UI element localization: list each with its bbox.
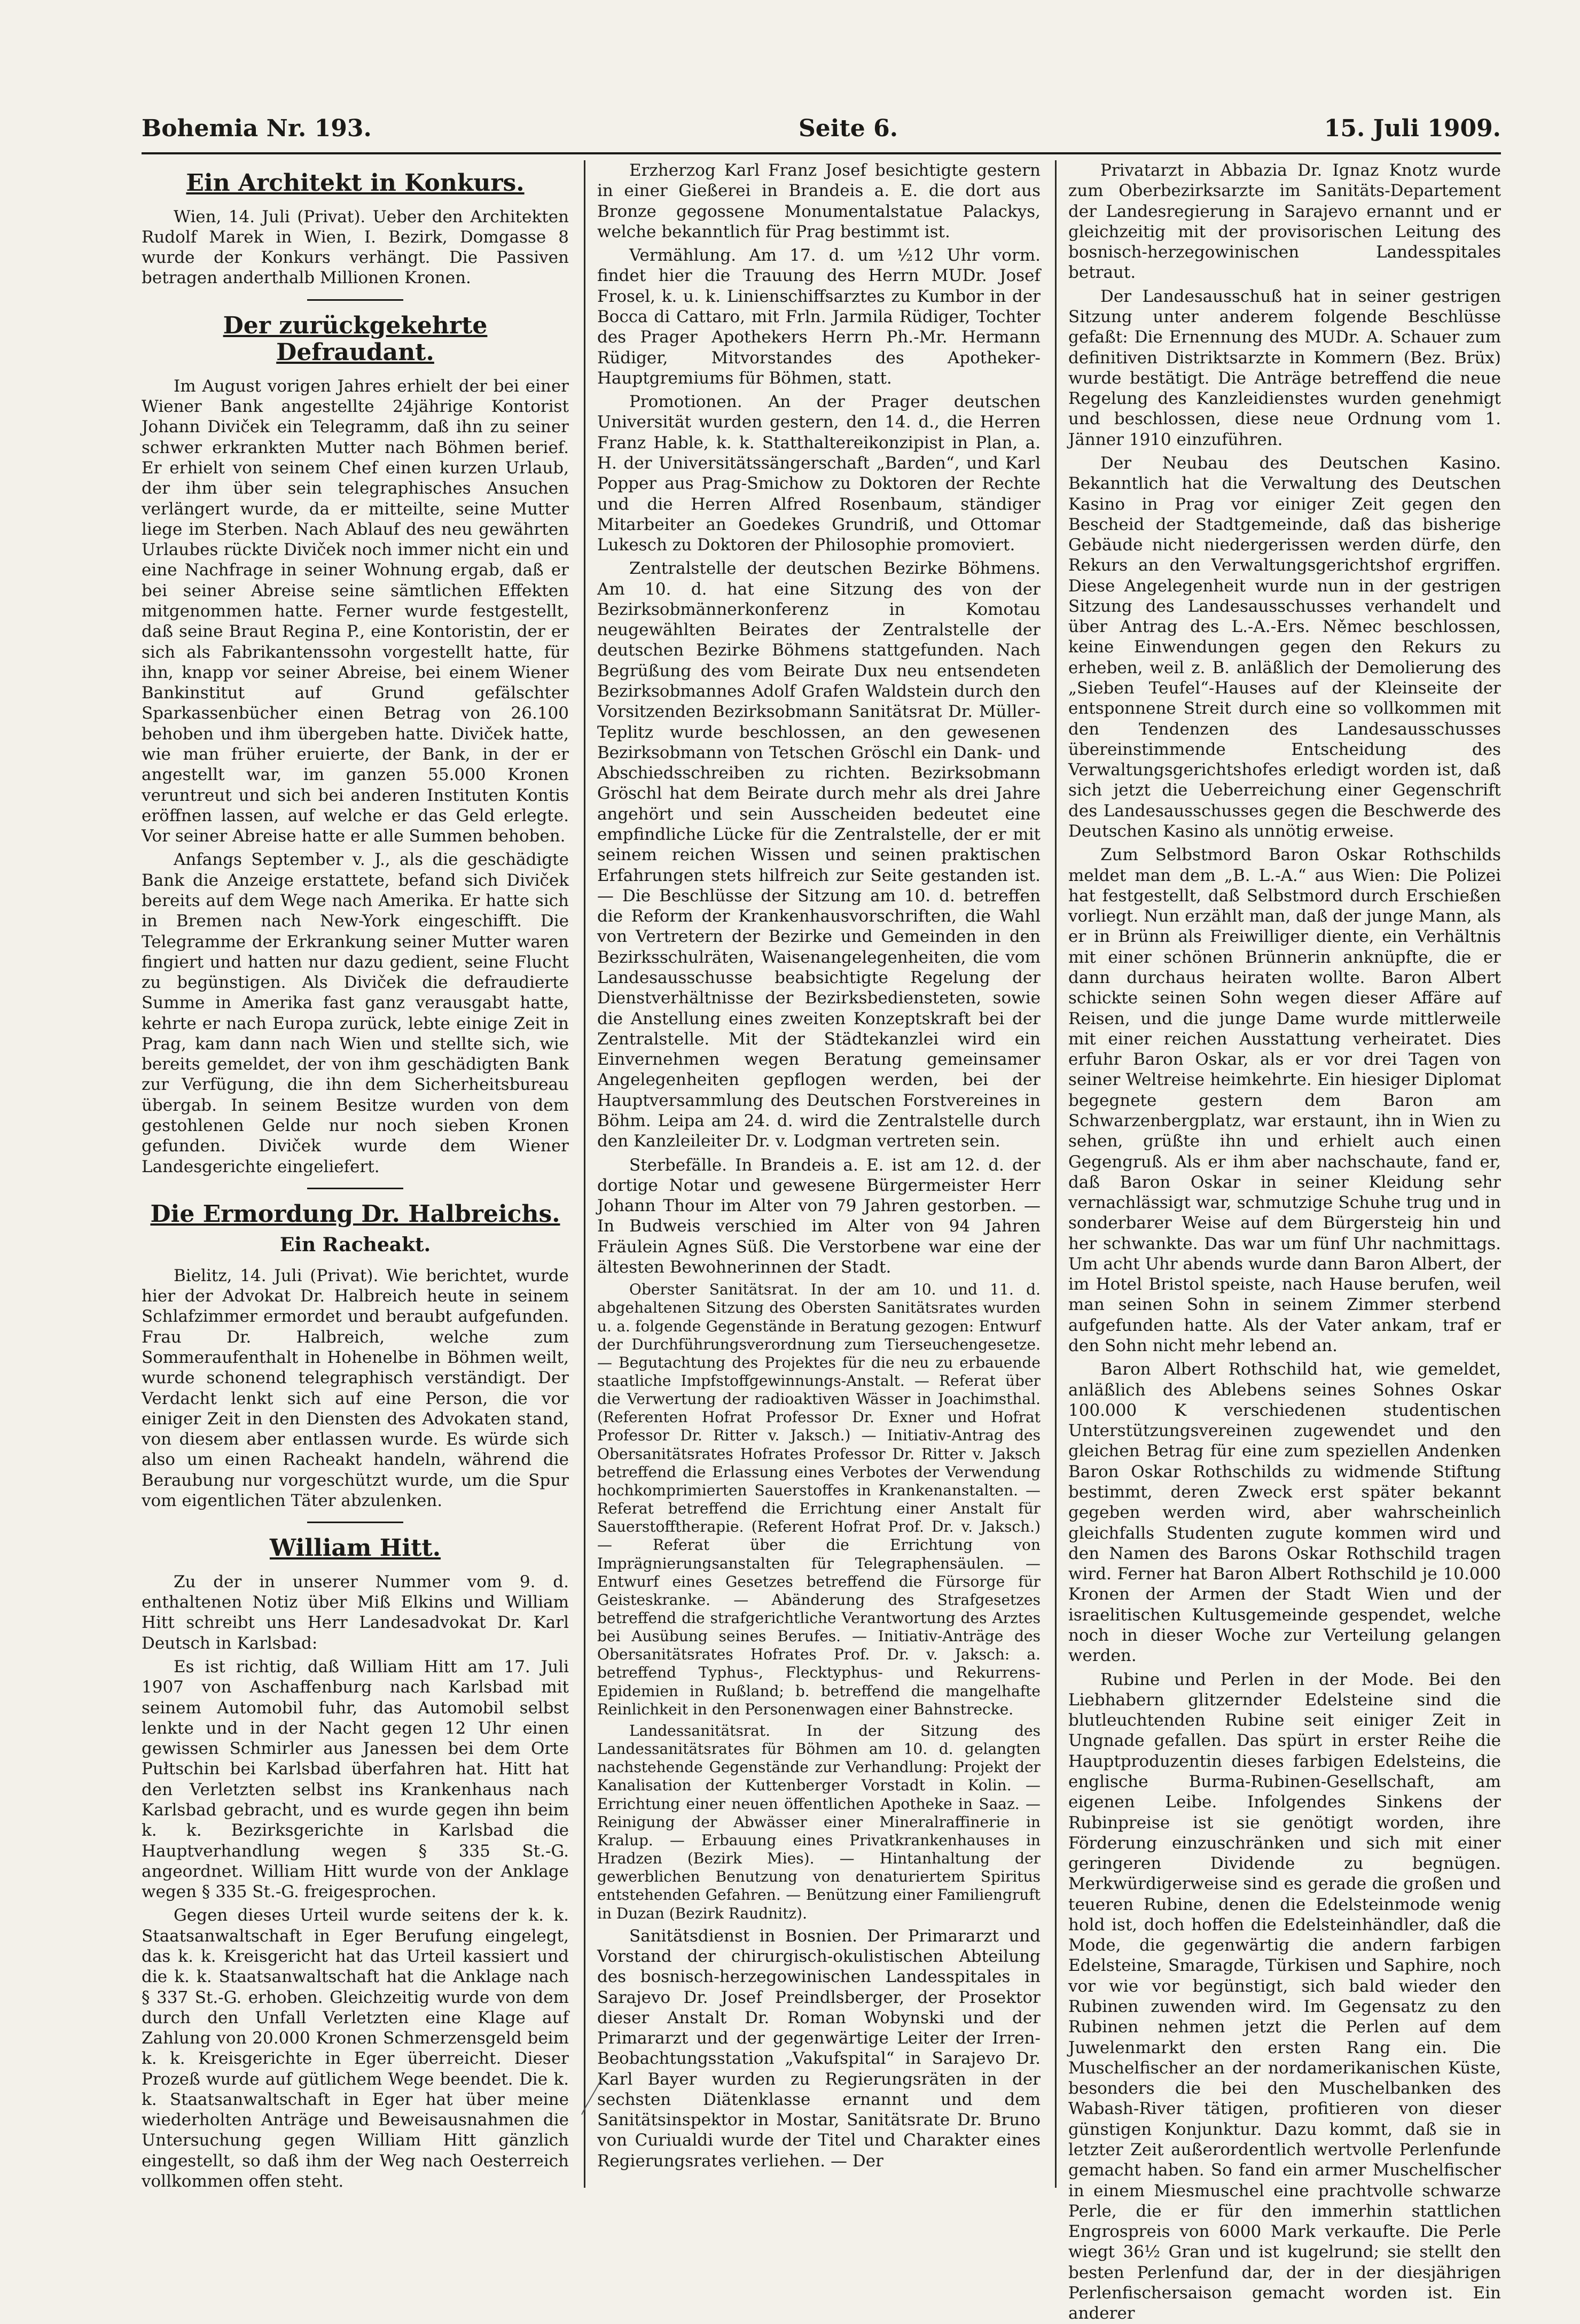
article-separator [307, 1188, 403, 1189]
news-item: Sanitätsdienst in Bosnien. Der Primararzt und Vorstand der chirurgisch-okulistischen Abteilung des bosnisch-herzegowinischen Landesspitales in Sarajevo Dr. Josef Preindlsberger, der Prosektor dieser Anstalt Dr. Roman Wobynski und der Primararzt und der gegenwärtige Leiter der Irren-Beobachtungsstation „Vakufspital“ in Sarajevo Dr. Karl Bayer wurden zu Regierungsräten in der sechsten Diätenklasse ernannt und dem Sanitätsinspektor in Mostar, Sanitätsrate Dr. Bruno von Curiualdi wurde der Titel und Charakter eines Regierungsrates verliehen. — Der [597, 1926, 1041, 2171]
news-item: Baron Albert Rothschild hat, wie gemeldet, anläßlich des Ablebens seines Sohnes Oskar 100.000 K verschiedenen studentischen Unterstützungsvereinen zugewendet und den gleichen Betrag für eine zum speziellen Andenken Baron Oskar Rothschilds zu widmende Stiftung bestimmt, deren Zweck erst später bekannt gegeben werden wird, aber wahrscheinlich gleichfalls Studenten zugute kommen wird und den Namen des Barons Oskar Rothschild tragen wird. Ferner hat Baron Albert Rothschild je 10.000 Kronen der Armen der Stadt Wien und der israelitischen Kultusgemeinde gespendet, welche noch in dieser Woche zur Verteilung gelangen werden. [1068, 1360, 1501, 1666]
article-paragraph: Zu der in unserer Nummer vom 9. d. enthaltenen Notiz über Miß Elkins und William Hitt schreibt uns Herr Landesadvokat Dr. Karl Deutsch in Karlsbad: [142, 1572, 569, 1653]
news-item: Privatarzt in Abbazia Dr. Ignaz Knotz wurde zum Oberbezirksarzte im Sanitäts-Departement der Landesregierung in Sarajevo ernannt und er gleichzeitig mit der provisorischen Leitung des bosnisch-herzegowinischen Landesspitales betraut. [1068, 161, 1501, 283]
news-item: Vermählung. Am 17. d. um ½12 Uhr vorm. findet hier die Trauung des Herrn MUDr. Josef Frosel, k. u. k. Linienschiffsarztes zu Kumbor in der Bocca di Cattaro, mit Frln. Jarmila Rüdiger, Tochter des Prager Apothekers Herrn Ph.-Mr. Hermann Rüdiger, Mitvorstandes des Apotheker-Hauptgremiums für Böhmen, statt. [597, 246, 1041, 388]
article-paragraph: Gegen dieses Urteil wurde seitens der k. k. Staatsanwaltschaft in Eger Berufung eingelegt, das k. k. Kreisgericht hat das Urteil kassiert und die k. k. Staatsanwaltschaft hat die Anklage nach § 337 St.-G. erhoben. Gleichzeitig wurde von dem durch den Unfall Verletzten eine Klage auf Zahlung von 20.000 Kronen Schmerzensgeld beim k. k. Kreisgerichte in Eger überreicht. Dieser Prozeß wurde auf gütlichem Wege beendet. Die k. k. Staatsanwaltschaft in Eger hat über meine wiederholten Anträge und Beweisausnahmen die Untersuchung gegen William Hitt gänzlich eingestellt, so daß ihm der Weg nach Oesterreich vollkommen offen steht. [142, 1906, 569, 2192]
article-paragraph: Bielitz, 14. Juli (Privat). Wie berichtet, wurde hier der Advokat Dr. Halbreich heute in seinem Schlafzimmer ermordet und beraubt aufgefunden. Frau Dr. Halbreich, welche zum Sommeraufenthalt in Hohenelbe in Böhmen weilt, wurde schonend telegraphisch verständigt. Der Verdacht lenkt sich auf eine Person, die vor einiger Zeit in den Diensten des Advokaten stand, von diesem aber entlassen wurde. Es würde sich also um einen Racheakt handeln, während die Beraubung nur vorgeschützt wurde, um die Spur vom eigentlichen Täter abzulenken. [142, 1266, 569, 1511]
pen-stroke-mark [580, 2073, 606, 2116]
news-item: Oberster Sanitätsrat. In der am 10. und 11. d. abgehaltenen Sitzung des Obersten Sanitätsrates wurden u. a. folgende Gegenstände in Beratung gezogen: Entwurf der Durchführungsverordnung zum Tierseuchengesetze. — Begutachtung des Projektes für die neu zu erbauende staatliche Impfstoffgewinnungs-Anstalt. — Referat über die Verwertung der radioaktiven Wässer in Joachimsthal. (Referenten Hofrat Professor Dr. Exner und Hofrat Professor Dr. Ritter v. Jaksch.) — Initiativ-Antrag des Obersanitätsrates Hofrates Professor Dr. Ritter v. Jaksch betreffend die Erlassung eines Verbotes der Verwendung hochkomprimierten Sauerstoffes in Krankenanstalten. — Referat betreffend die Errichtung einer Anstalt für Sauerstofftherapie. (Referent Hofrat Prof. Dr. v. Jaksch.) — Referat über die Errichtung von Imprägnierungsanstalten für Telegraphensäulen. — Entwurf eines Gesetzes betreffend die Fürsorge für Geisteskranke. — Abänderung des Strafgesetzes betreffend die strafgerichtliche Verantwortung des Arztes bei Ausübung seines Berufes. — Initiativ-Anträge des Obersanitätsrates Hofrates Prof. Dr. v. Jaksch: a. betreffend Typhus-, Flecktyphus- und Rekurrens-Epidemien in Rußland; b. betreffend die mangelhafte Reinlichkeit in den Personenwagen einer Bahnstrecke. [597, 1281, 1041, 1718]
news-item: Sterbefälle. In Brandeis a. E. ist am 12. d. der dortige Notar und gewesene Bürgermeister Herr Johann Thour im Alter von 79 Jahren gestorben. — In Budweis verschied im Alter von 94 Jahren Fräulein Agnes Süß. Die Verstorbene war eine der ältesten Bewohnerinnen der Stadt. [597, 1155, 1041, 1277]
article-paragraph: Anfangs September v. J., als die geschädigte Bank die Anzeige erstattete, befand sich Diviček bereits auf dem Wege nach Amerika. Er hatte sich in Bremen nach New-York eingeschifft. Die Telegramme der Erkrankung seiner Mutter waren fingiert und hatten nur dazu gedient, seine Flucht zu begünstigen. Als Diviček die defraudierte Summe in Amerika fast ganz verausgabt hatte, kehrte er nach Europa zurück, lebte einige Zeit in Prag, kam dann nach Wien und stellte sich, wie bereits gemeldet, der von ihm geschädigten Bank zur Verfügung, die ihn dem Sicherheitsbureau übergab. In seinem Besitze wurden von dem gestohlenen Gelde nur noch sieben Kronen gefunden. Diviček wurde dem Wiener Landesgerichte eingeliefert. [142, 850, 569, 1176]
column-3 [1068, 160, 1501, 2323]
article-heading: Der zurückgekehrte Defraudant. [223, 311, 488, 366]
column-divider-1 [584, 160, 585, 2188]
column-1 [142, 160, 569, 2201]
news-item: Der Landesausschuß hat in seiner gestrigen Sitzung unter anderem folgende Beschlüsse gefaßt: Die Ernennung des MUDr. A. Schauer zum definitiven Distriktsarzte in Kommern (Bez. Brüx) wurde bestätigt. Die Anträge betreffend die neue Regelung des Kanzleidienstes wurden genehmigt und beschlossen, diese neue Ordnung vom 1. Jänner 1910 einzuführen. [1068, 286, 1501, 449]
article-paragraph: Wien, 14. Juli (Privat). Ueber den Architekten Rudolf Marek in Wien, I. Bezirk, Domgasse 8 wurde der Konkurs verhängt. Die Passiven betragen anderthalb Millionen Kronen. [142, 207, 569, 288]
article-heading: Die Ermordung Dr. Halbreichs. [150, 1200, 560, 1228]
article-separator [307, 299, 403, 301]
article-heading: William Hitt. [269, 1534, 441, 1562]
column-2 [597, 160, 1041, 2201]
article-subheading: Ein Racheakt. [279, 1234, 431, 1257]
header-page-number: Seite 6. [799, 115, 898, 142]
news-item: Promotionen. An der Prager deutschen Universität wurden gestern, den 14. d., die Herren Franz Hable, k. k. Statthaltereikonzipist in Plan, a. H. der Universitätssängerschaft „Barden“, und Karl Popper aus Prag-Smichow zu Doktoren der Rechte und die Herren Alfred Rosenbaum, ständiger Mitarbeiter an Goedekes Grundriß, und Ottomar Lukesch zu Doktoren der Philosophie promoviert. [597, 392, 1041, 555]
header-date: 15. Juli 1909. [1324, 115, 1501, 142]
article-heading: Ein Architekt in Konkurs. [186, 169, 525, 197]
news-item: Landessanitätsrat. In der Sitzung des Landessanitätsrates für Böhmen am 10. d. gelangten nachstehende Gegenstände zur Verhandlung: Projekt der Kanalisation der Kuttenberger Vorstadt in Kolin. — Errichtung einer neuen öffentlichen Apotheke in Saaz. — Reinigung der Abwässer einer Mineralraffinerie in Kralup. — Erbauung eines Privatkrankenhauses in Hradzen (Bezirk Mies). — Hintanhaltung der gewerblichen Benutzung von denaturiertem Spiritus entstehenden Gefahren. — Benützung einer Familiengruft in Duzan (Bezirk Raudnitz). [597, 1721, 1041, 1922]
news-item: Zentralstelle der deutschen Bezirke Böhmens. Am 10. d. hat eine Sitzung des von der Bezirksobmännerkonferenz in Komotau neugewählten Beirates der Zentralstelle der deutschen Bezirke Böhmens stattgefunden. Nach Begrüßung des vom Beirate Dux neu entsendeten Bezirksobmannes Adolf Grafen Waldstein durch den Vorsitzenden Bezirksobmann Sanitätsrat Dr. Müller-Teplitz wurde beschlossen, an den gewesenen Bezirksobmann von Tetschen Gröschl ein Dank- und Abschiedsschreiben zu richten. Bezirksobmann Gröschl hat dem Beirate durch mehr als drei Jahre angehört und sein Ausscheiden bedeutet eine empfindliche Lücke für die Zentralstelle, der er mit seinem reichen Wissen und seinen praktischen Erfahrungen stets hilfreich zur Seite gestanden ist. — Die Beschlüsse der Sitzung am 10. d. betreffen die Reform der Krankenhausvorschriften, die Wahl von Vertretern der Bezirke und Gemeinden in den Bezirksschulräten, Waisenangelegenheiten, die vom Landesausschusse beabsichtigte Regelung der Dienstverhältnisse der Bezirksbediensteten, sowie die Anstellung eines zweiten Konzeptskraft bei der Zentralstelle. Mit der Städtekanzlei wird ein Einvernehmen wegen Beratung gemeinsamer Angelegenheiten gepflogen werden, bei der Hauptversammlung des Deutschen Forstvereines in Böhm. Leipa am 24. d. wird die Zentralstelle durch den Kanzleileiter Dr. v. Lodgman vertreten sein. [597, 559, 1041, 1151]
article-separator [307, 1522, 403, 1523]
news-item: Der Neubau des Deutschen Kasino. Bekanntlich hat die Verwaltung des Deutschen Kasino in Prag vor einiger Zeit gegen den Bescheid der Stadtgemeinde, daß das bisherige Gebäude nicht niedergerissen werden dürfe, den Rekurs an den Verwaltungsgerichtshof ergriffen. Diese Angelegenheit wurde nun in der gestrigen Sitzung des Landesausschusses verhandelt und über Antrag des L.-A.-Ers. Němec beschlossen, keine Einwendungen gegen den Rekurs zu erheben, weil z. B. anläßlich der Demolierung des „Sieben Teufel“-Hauses auf der Kleinseite der entsponnene Streit durch eine so vollkommen mit den Tendenzen des Landesausschusses übereinstimmende Entscheidung des Verwaltungsgerichtshofes erledigt worden ist, daß sich jetzt die Ueberreichung einer Gegenschrift des Landesausschusses gegen die Beschwerde des Deutschen Kasino als unnötig erweise. [1068, 453, 1501, 841]
article-paragraph: Im August vorigen Jahres erhielt der bei einer Wiener Bank angestellte 24jährige Kontorist Johann Diviček ein Telegramm, daß ihn zu seiner schwer erkrankten Mutter nach Böhmen berief. Er erhielt von seinem Chef einen kurzen Urlaub, der ihm über sein telegraphisches Ansuchen verlängert wurde, da er mitteilte, seine Mutter liege im Sterben. Nach Ablauf des neu gewährten Urlaubes rückte Diviček noch immer nicht ein und eine Nachfrage in seiner Wohnung ergab, daß er bei seiner Abreise seine sämtlichen Effekten mitgenommen hatte. Ferner wurde festgestellt, daß seine Braut Regina P., eine Kontoristin, der er sich als Fabrikantenssohn vorgestellt hatte, für ihn, knapp vor seiner Abreise, bei einem Wiener Bankinstitut auf Grund gefälschter Sparkassenbücher einen Betrag von 26.100 behoben und ihm übergeben hatte. Diviček hatte, wie man früher eruierte, der Bank, in der er angestellt war, im ganzen 55.000 Kronen veruntreut und sich bei anderen Instituten Kontis eröffnen lassen, auf welche er das Geld erlegte. Vor seiner Abreise hatte er alle Summen behoben. [142, 376, 569, 846]
page-header [142, 115, 1501, 147]
column-divider-2 [1055, 160, 1057, 2188]
header-rule [142, 152, 1501, 154]
news-item: Rubine und Perlen in der Mode. Bei den Liebhabern glitzernder Edelsteine sind die blutleuchtenden Rubine seit einiger Zeit in Ungnade gefallen. Das spürt in erster Reihe die Hauptproduzentin dieses farbigen Edelsteins, die englische Burma-Rubinen-Gesellschaft, am eigenen Leibe. Infolgendes Sinkens der Rubinpreise ist sie genötigt worden, ihre Förderung einzuschränken und sich mit einer geringeren Dividende zu begnügen. Merkwürdigerweise sind es gerade die großen und teueren Rubine, denen die Edelsteinmode wenig hold ist, doch hoffen die Edelsteinhändler, daß die Mode, die gegenwärtig die andern farbigen Edelsteine, Smaragde, Türkisen und Saphire, noch vor wie vor begünstigt, sich bald wieder den Rubinen zuwenden wird. Im Gegensatz zu den Rubinen nehmen jetzt die Perlen auf dem Juwelenmarkt den ersten Rang ein. Die Muschelfischer an der nordamerikanischen Küste, besonders die bei den Muschelbanken des Wabash-River tätigen, profitieren von dieser günstigen Konjunktur. Dazu kommt, daß sie in letzter Zeit außerordentlich wertvolle Perlenfunde gemacht haben. So fand ein armer Muschelfischer in einem Miesmuschel eine prachtvolle schwarze Perle, die er für den immerhin stattlichen Engrospreis von 6000 Mark verkaufte. Die Perle wiegt 36½ Gran und ist kugelrund; sie stellt den besten Perlenfund dar, der in der diesjährigen Perlenfischersaison gemacht worden ist. Ein anderer [1068, 1670, 1501, 2323]
article-paragraph: Es ist richtig, daß William Hitt am 17. Juli 1907 von Aschaffenburg nach Karlsbad mit seinem Automobil fuhr, das Automobil selbst lenkte und in der Nacht gegen 12 Uhr einen gewissen Schmirler aus Janessen bei dem Orte Pułtschin bei Karlsbad überfahren hat. Hitt hat den Verletzten selbst ins Krankenhaus nach Karlsbad gebracht, und es wurde gegen ihn beim k. k. Bezirksgerichte in Karlsbad die Hauptverhandlung wegen § 335 St.-G. angeordnet. William Hitt wurde von der Anklage wegen § 335 St.-G. freigesprochen. [142, 1657, 569, 1902]
header-issue: Bohemia Nr. 193. [142, 115, 372, 142]
news-item: Zum Selbstmord Baron Oskar Rothschilds meldet man dem „B. L.-A.“ aus Wien: Die Polizei hat festgestellt, daß Selbstmord durch Erschießen vorliegt. Nun erzählt man, daß der junge Mann, als er in Brünn als Freiwilliger diente, ein Verhältnis mit einer schönen Brünnerin anknüpfte, die er dann durchaus heiraten wollte. Baron Albert schickte seinen Sohn wegen dieser Affäre auf Reisen, und die junge Dame wurde mittlerweile mit einer reichen Ausstattung verheiratet. Dies erfuhr Baron Oskar, als er vor drei Tagen von seiner Weltreise heimkehrte. Ein hiesiger Diplomat begegnete gestern dem Baron am Schwarzenbergplatz, war erstaunt, ihn in Wien zu sehen, grüßte ihn und erhielt auch einen Gegengruß. Als er ihm aber nachschaute, fand er, daß Baron Oskar in seiner Kleidung sehr vernachlässigt war, schmutzige Schuhe trug und in sonderbarer Weise auf dem Bürgersteig hin und her schwankte. Das war um fünf Uhr nachmittags. Um acht Uhr abends wurde dann Baron Albert, der im Hotel Bristol speiste, nach Hause berufen, weil man seinen Sohn in seinem Zimmer sterbend aufgefunden hatte. Als der Vater ankam, traf er den Sohn nicht mehr lebend an. [1068, 845, 1501, 1356]
news-item: Erzherzog Karl Franz Josef besichtigte gestern in einer Gießerei in Brandeis a. E. die dort aus Bronze gegossene Monumentalstatue Palackys, welche bekanntlich für Prag bestimmt ist. [597, 161, 1041, 241]
